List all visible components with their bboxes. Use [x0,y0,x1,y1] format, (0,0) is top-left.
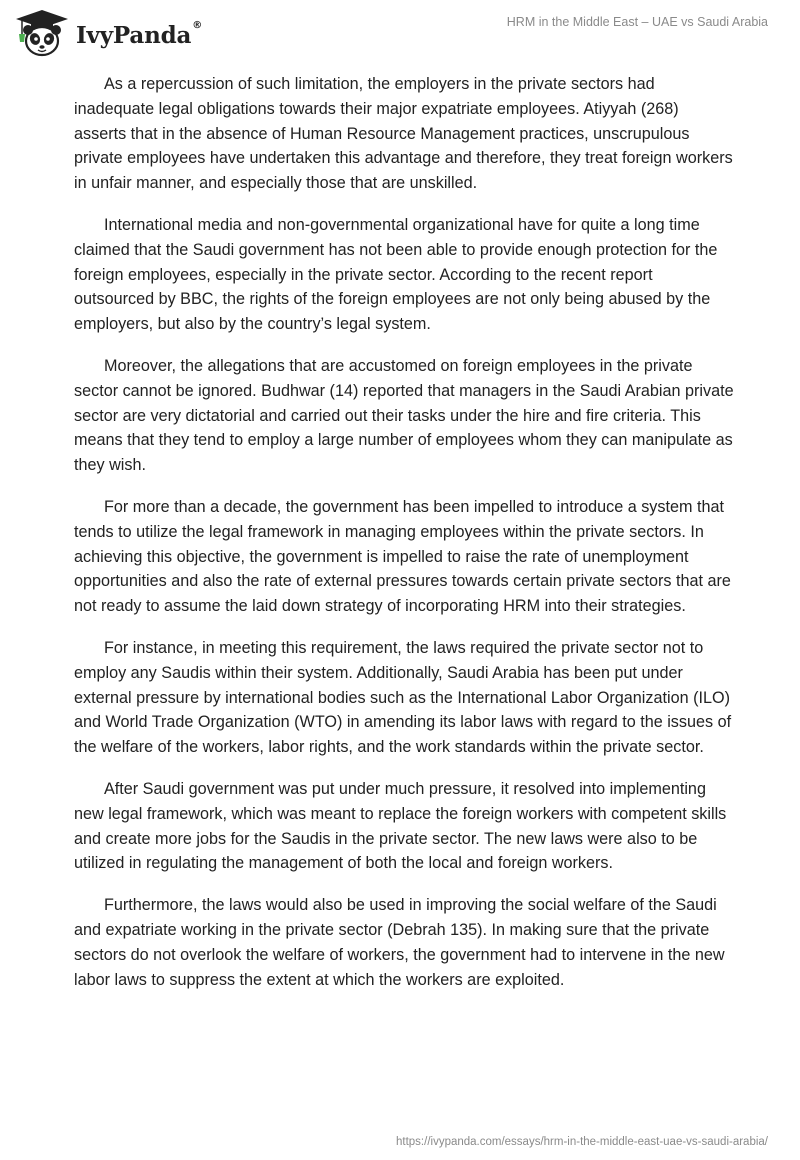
paragraph: For more than a decade, the government has been impelled to introduce a system that tends to utilize the legal framework in managing employees within the private sectors. In achieving this objective, the government is impelled to raise the rate of unemployment opportunities and also the rate of external pressures towards certain private sectors that are not ready to assume the laid down strategy of incorporating HRM into their strategies. [74,497,731,616]
panda-graduate-icon [14,8,70,58]
paragraph: Moreover, the allegations that are accustomed on foreign employees in the private sector cannot be ignored. Budhwar (14) reported that managers in the Saudi Arabian private sector are very dictatorial and carried out their tasks under the hire and fire criteria. This means that they tend to employ a large number of employees whom they can manipulate as they wish. [74,356,734,475]
paragraph: International media and non-governmental organizational have for quite a long time claimed that the Saudi government has not been able to provide enough protection for the foreign employees, especially in the private sector. According to the recent report outsourced by BBC, the rights of the foreign employees are not only being abused by the employers, but also by the country’s legal system. [74,215,718,334]
essay-body [74,72,734,1009]
source-url[interactable]: https://ivypanda.com/essays/hrm-in-the-middle-east-uae-vs-saudi-arabia/ [396,1136,768,1148]
page-header [0,0,800,70]
document-title: HRM in the Middle East – UAE vs Saudi Arabia [506,15,768,29]
registered-mark: ® [192,19,202,31]
paragraph: For instance, in meeting this requirement, the laws required the private sector not to employ any Saudis within their system. Additionally, Saudi Arabia has been put under external pressure by international bodies such as the International Labor Organization (ILO) and World Trade Organization (WTO) in amending its labor laws with regard to the issues of the welfare of the workers, labor rights, and the work standards within the private sector. [74,638,732,757]
brand-logo[interactable] [14,8,202,58]
brand-name: IvyPanda® [76,19,202,49]
paragraph: Furthermore, the laws would also be used in improving the social welfare of the Saudi and expatriate working in the private sector (Debrah 135). In making sure that the private sectors do not overlook the welfare of workers, the government had to intervene in the new labor laws to suppress the extent at which the workers are exploited. [74,896,725,989]
paragraph: After Saudi government was put under much pressure, it resolved into implementing new legal framework, which was meant to replace the foreign workers with competent skills and create more jobs for the Saudis in the private sector. The new laws were also to be utilized in regulating the management of both the local and foreign workers. [74,779,727,873]
paragraph: As a repercussion of such limitation, the employers in the private sectors had inadequate legal obligations towards their major expatriate employees. Atiyyah (268) asserts that in the absence of Human Resource Management practices, unscrupulous private employees have undertaken this advantage and therefore, they treat foreign workers in unfair manner, and especially those that are unskilled. [74,75,733,193]
